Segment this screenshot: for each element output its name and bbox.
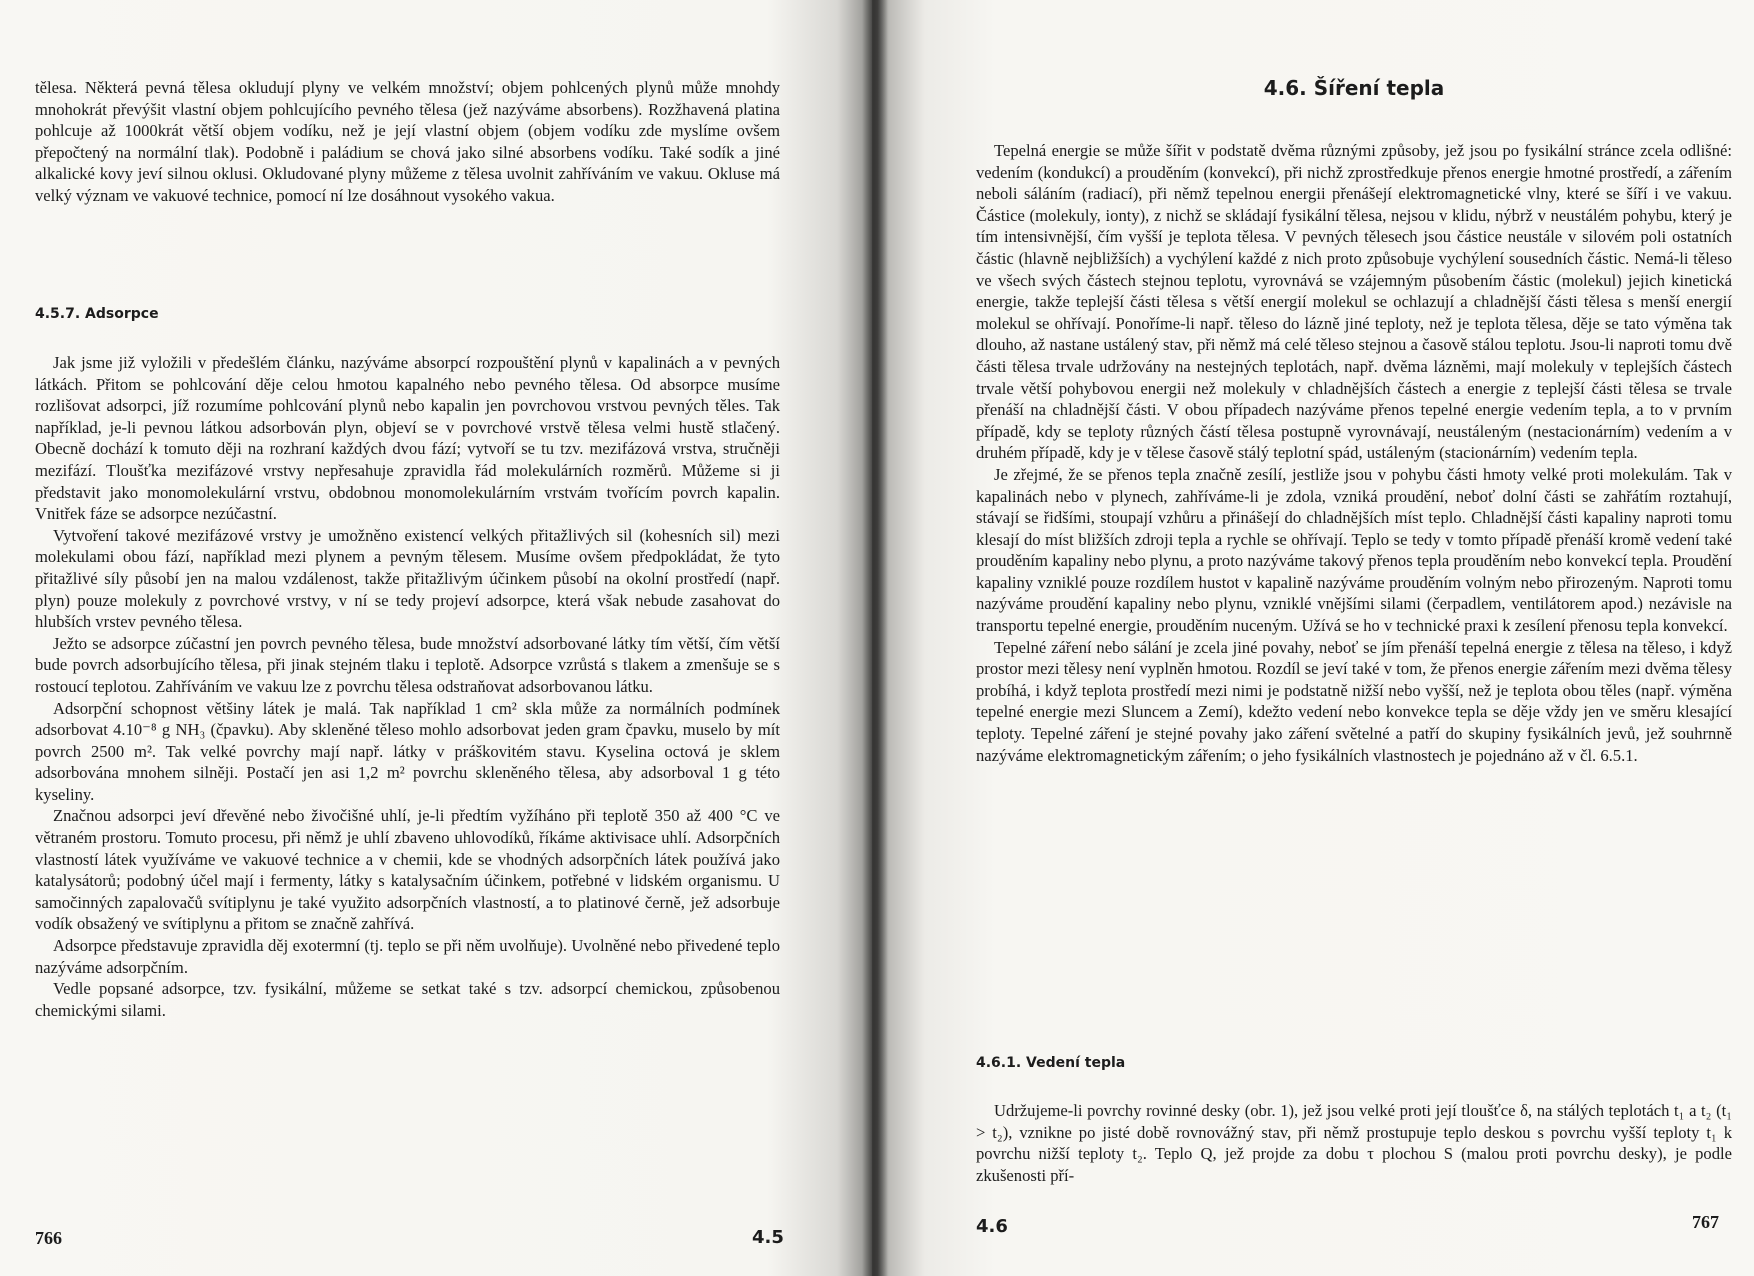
adsorpce-body [35,352,780,1021]
body-paragraph: Je zřejmé, že se přenos tepla značně zesílí, jestliže jsou v pohybu části hmoty velké proti molekulám. Tak v kapalinách nebo v plynech, zahříváme-li je zdola, vzniká proudění, neboť dolní části se zahřátím roztahují, stávají se řidšími, stoupají vzhůru a přinášejí do chladnějších míst teplo. Chladnější části kapaliny naproti tomu klesají do míst bližších zdroji tepla a rychle se ohřívají. Teplo se tedy v tomto případě přenáší kromě vedení také prouděním kapaliny nebo plynu, a proto nazýváme takový přenos tepla prouděním nebo konvekcí tepla. Proudění kapaliny vzniklé pouze rozdílem hustot v kapalině nazýváme prouděním volným nebo přirozeným. Naproti tomu nazýváme proudění kapaliny nebo plynu, vzniklé vnějšími silami (čerpadlem, ventilátorem apod.) nezávisle na transportu tepelné energie, prouděním nuceným. Užívá se ho v technické praxi k zesílení přenosu tepla konvekcí. [976,464,1732,636]
body-paragraph: Značnou adsorpci jeví dřevěné nebo živočišné uhlí, je-li předtím vyžíháno při teplotě 350 až 400 °C ve větraném prostoru. Tomuto procesu, při němž je uhlí zbaveno uhlovodíků, říkáme aktivisace uhlí. Adsorpčních vlastností látek využíváme ve vakuové technice a v chemii, kde se vhodných adsorpčních látek používá jako katalysátorů; podobný účel mají i fermenty, látky s katalysačním účinkem, potřebné v lidském organismu. U samočinných zapalovačů svítiplynu je také využito adsorpčních vlastností, a to platinové černě, jež adsorbuje vodík obsažený ve svítiplynu a přitom se značně zahřívá. [35,806,780,934]
section-title: 4.6. Šíření tepla [1263,76,1445,100]
body-paragraph: Adsorpce představuje zpravidla děj exotermní (tj. teplo se při něm uvolňuje). Uvolněné nebo přivedené teplo nazýváme adsorpčním. [35,936,780,977]
adsorpce-heading: 4.5.7. Adsorpce [35,306,159,322]
right-page [872,0,1754,1276]
body-paragraph: Ježto se adsorpce zúčastní jen povrch pevného tělesa, bude množství adsorbované látky tím větší, čím větší bude povrch adsorbujícího tělesa, při jinak stejném tlaku i teplotě. Adsorpce vzrůstá s tlakem a zmenšuje se s rostoucí teplotou. Zahříváním ve vakuu lze z povrchu tělesa odstraňovat adsorbovanou látku. [35,633,780,696]
vedeni-tepla-paragraph: Udržujeme-li povrchy rovinné desky (obr. 1), jež jsou velké proti její tloušťce δ, na stálých teplotách t₁ a t₂ (t₁ > t₂), vznikne po jisté době rovnovážný stav, při němž prostupuje teplo deskou s povrchu vyšší teploty t₁ k povrchu nižší teploty t₂. Teplo Q, jež projde za dobu τ plochou S (malou proti povrchu desky), je podle zkušenosti pří- [976,1101,1732,1185]
page-number-right: 767 [1692,1212,1719,1232]
body-paragraph: Adsorpční schopnost většiny látek je malá. Tak například 1 cm² skla může za normálních podmínek adsorbovat 4.10⁻⁸ g NH₃ (čpavku). Aby skleněné těleso mohlo adsorbovat jeden gram čpavku, muselo by mít povrch 2500 m². Tak velké povrchy mají např. látky v práškovitém stavu. Kyselina octová je sklem adsorbována mnohem silněji. Postačí jen asi 1,2 m² povrchu skleněného tělesa, aby adsorboval 1 g této kyseliny. [35,698,780,804]
body-paragraph: Tepelná energie se může šířit v podstatě dvěma různými způsoby, jež jsou po fysikální stránce zcela odlišné: vedením (kondukcí) a prouděním (konvekcí), při nichž zprostředkuje přenos energie hmotné prostředí, a zářením neboli sáláním (radiací), při němž tepelnou energii přenášejí elektromagnetické vlny, které se šíří i ve vakuu. Částice (molekuly, ionty), z nichž se skládají fysikální tělesa, nejsou v klidu, nýbrž v neustálém pohybu, který je tím intensivnější, čím vyšší je teplota tělesa. V pevných tělesech jsou částice neustále v silovém poli ostatních částic (hlavně nejbližších) a vychýlení každé z nich proto způsobuje vychýlení sousedních částic. Nemá-li těleso ve všech svých částech stejnou teplotu, vyrovnává se vzájemným působením částic (molekul) jejich kinetická energie, takže teplejší části tělesa s větší energií molekul se ochlazují a chladnější části tělesa s menší energií molekul se ohřívají. Ponoříme-li např. těleso do lázně jiné teploty, než je teplota tělesa, děje se tato výměna tak dlouho, až nastane ustálený stav, při němž má celé těleso stejnou a časově stálou teplotu. Jsou-li naproti tomu dvě části tělesa trvale udržovány na nestejných teplotách, např. dvěma lázněmi, mají molekuly v teplejších částech trvale větší pohybovou energii než molekuly v chladnějších částech a energie z teplejší části tělesa se trvale přenáší na chladnější části. V obou případech nazýváme přenos tepelné energie vedením tepla, a to v prvním případě, kdy se teploty různých částí tělesa postupně vyrovnávají, neustáleným (nestacionárním) vedením a v druhém případě, kdy je v tělese časově stálý teplotní spád, ustáleným (stacionárním) vedením tepla. [976,141,1732,463]
page-number-left: 766 [35,1228,62,1248]
sireni-tepla-body [976,140,1732,766]
left-page [0,0,872,1276]
folio-right: 4.6 [976,1216,1008,1237]
vedeni-tepla-heading: 4.6.1. Vedení tepla [976,1055,1126,1071]
body-paragraph: Vytvoření takové mezifázové vrstvy je umožněno existencí velkých přitažlivých sil (kohesních sil) mezi molekulami obou fází, například mezi plynem a pevným tělesem. Musíme ovšem předpokládat, že tyto přitažlivé síly působí jen na malou vzdálenost, takže přitažlivým účinkem působí na okolní prostředí (např. plyn) pouze molekuly z povrchové vrstvy, v ní se tedy projeví adsorpce, která však nebude zasahovat do hlubších vrstev pevného tělesa. [35,525,780,632]
book-spine-shadow [862,0,888,1276]
left-top-paragraph: tělesa. Některá pevná tělesa okludují plyny ve velkém množství; objem pohlcených plynů může mnohdy mnohokrát převýšit vlastní objem pohlcujícího pevného tělesa (jež nazýváme absorbens). Rozžhavená platina pohlcuje až 1000krát větší objem vodíku, než je její vlastní objem (objem vodíku zde myslíme ovšem přepočtený na normální tlak). Podobně i paládium se chová jako silné absorbens vodíku. Také sodík a jiné alkalické kovy jeví silnou oklusi. Okludované plyny můžeme z tělesa uvolnit zahříváním ve vakuu. Okluse má velký význam ve vakuové technice, pomocí ní lze dosáhnout vysokého vakua. [35,78,780,205]
folio-left: 4.5 [752,1227,784,1248]
body-paragraph: Tepelné záření nebo sálání je zcela jiné povahy, neboť se jím přenáší tepelná energie z tělesa na těleso, i když prostor mezi tělesy není vyplněn hmotou. Rozdíl se jeví také v tom, že přenos energie zářením mezi dvěma tělesy probíhá, i když teplota prostředí mezi nimi je podstatně nižší nebo vyšší, než je teplota obou těles (např. výměna tepelné energie mezi Sluncem a Zemí), kdežto vedení nebo konvekce tepla se děje vždy jen ve směru klesající teploty. Tepelné záření je stejné povahy jako záření světelné a patří do skupiny fysikálních jevů, jež souhrnně nazýváme elektromagnetickým zářením; o jeho fysikálních vlastnostech je pojednáno až v čl. 6.5.1. [976,637,1732,765]
body-paragraph: Vedle popsané adsorpce, tzv. fysikální, můžeme se setkat také s tzv. adsorpcí chemickou, způsobenou chemickými silami. [35,979,780,1020]
body-paragraph: Jak jsme již vyložili v předešlém článku, nazýváme absorpcí rozpouštění plynů v kapalinách a v pevných látkách. Přitom se pohlcování děje celou hmotou kapalného nebo pevného tělesa. Od absorpce musíme rozlišovat adsorpci, jíž rozumíme pohlcování plynů nebo kapalin jen povrchovou vrstvou pevných těles. Tak například, je-li pevnou látkou adsorbován plyn, objeví se v povrchové vrstvě tělesa velmi hustě stlačený. Obecně dochází k tomuto ději na rozhraní každých dvou fází; vytvoří se tu tzv. mezifázová vrstva, stručněji mezifází. Tloušťka mezifázové vrstvy nepřesahuje zpravidla řád molekulárních rozměrů. Můžeme si ji představit jako monomolekulární vrstvu, obdobnou monomolekulárním vrstvám tvořícím povrch kapalin. Vnitřek fáze se adsorpce nezúčastní. [35,353,780,524]
